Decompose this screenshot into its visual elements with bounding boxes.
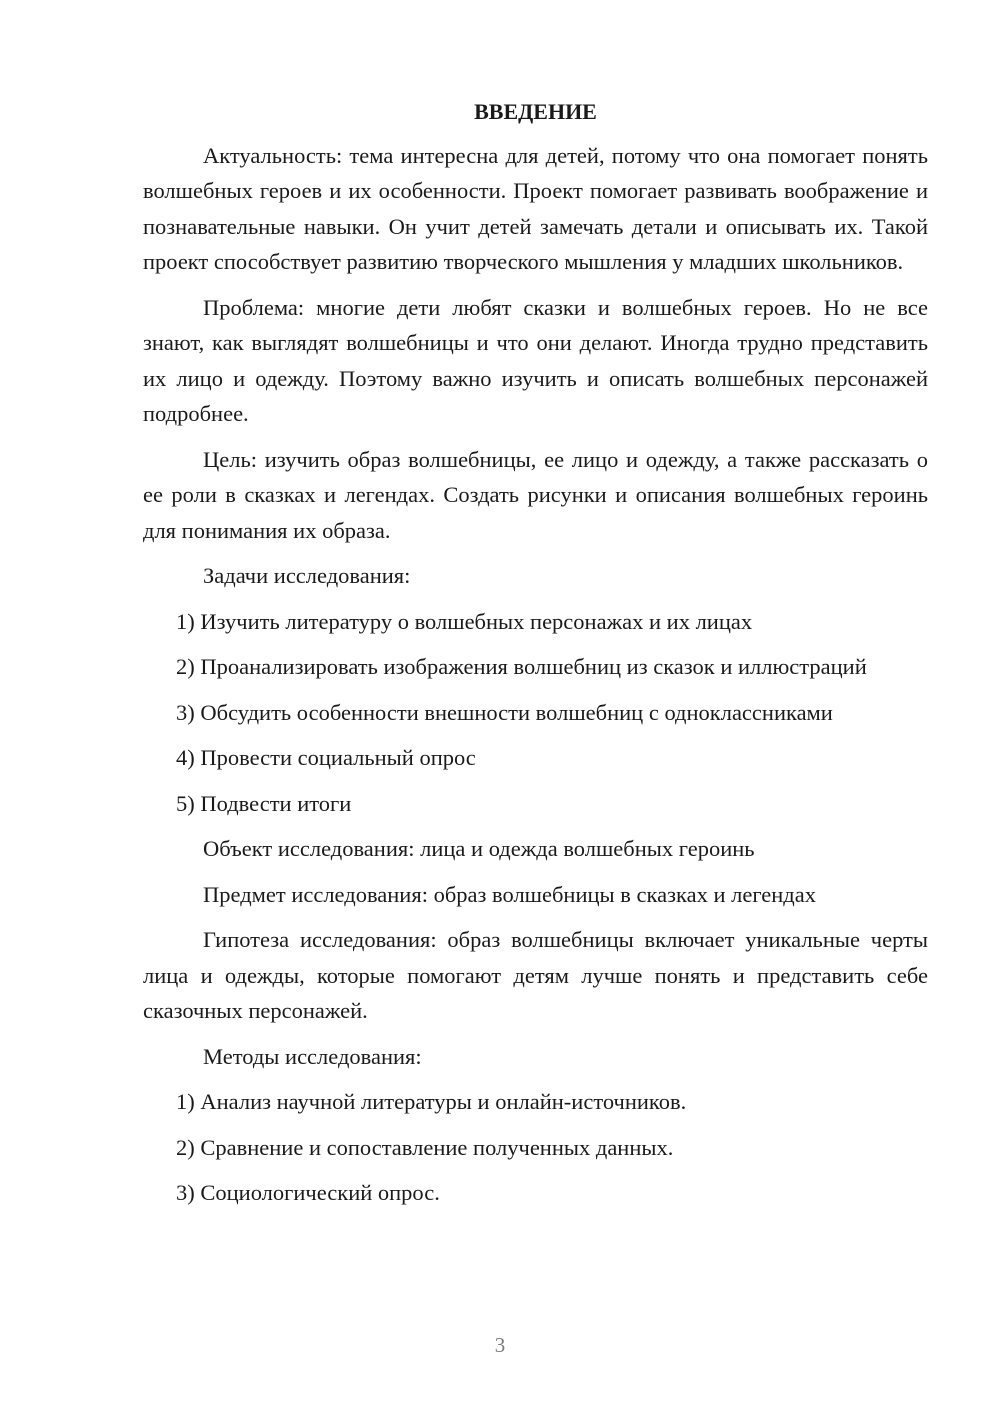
- page-content: [143, 94, 928, 1221]
- task-item: 4) Провести социальный опрос: [176, 745, 476, 770]
- object-line: Объект исследования: лица и одежда волшебных героинь: [203, 836, 755, 861]
- method-item: 1) Анализ научной литературы и онлайн-источников.: [176, 1089, 687, 1114]
- method-item: 2) Сравнение и сопоставление полученных данных.: [176, 1134, 674, 1160]
- hypothesis-paragraph: Гипотеза исследования: образ волшебницы включает уникальные черты лица и одежды, которые помогают детям лучше понять и представить себе сказочных персонажей.: [143, 927, 928, 1023]
- method-item: 3) Социологический опрос.: [176, 1180, 440, 1205]
- section-title: ВВЕДЕНИЕ: [474, 99, 597, 124]
- methods-heading: Методы исследования:: [203, 1043, 422, 1069]
- page-number: 3: [494, 1333, 506, 1357]
- task-item: 3) Обсудить особенности внешности волшебниц с одноклассниками: [176, 699, 833, 725]
- subject-line: Предмет исследования: образ волшебницы в сказках и легендах: [203, 881, 816, 907]
- task-item: 2) Проанализировать изображения волшебниц из сказок и иллюстраций: [176, 654, 867, 679]
- relevance-paragraph: Актуальность: тема интересна для детей, потому что она помогает понять волшебных героев и их особенности. Проект помогает развивать воображение и познавательные навыки. Он учит детей замечать детали и описывать их. Такой проект способствует развитию творческого мышления у младших школьников.: [143, 142, 928, 274]
- goal-paragraph: Цель: изучить образ волшебницы, ее лицо и одежду, а также рассказать о ее роли в сказках и легендах. Создать рисунки и описания волшебных героинь для понимания их образа.: [143, 446, 928, 543]
- tasks-heading: Задачи исследования:: [203, 563, 411, 588]
- task-item: 5) Подвести итоги: [176, 790, 352, 816]
- problem-paragraph: Проблема: многие дети любят сказки и волшебных героев. Но не все знают, как выглядят волшебницы и что они делают. Иногда трудно представить их лицо и одежду. Поэтому важно изучить и описать волшебных персонажей подробнее.: [143, 294, 928, 426]
- task-item: 1) Изучить литературу о волшебных персонажах и их лицах: [176, 608, 753, 634]
